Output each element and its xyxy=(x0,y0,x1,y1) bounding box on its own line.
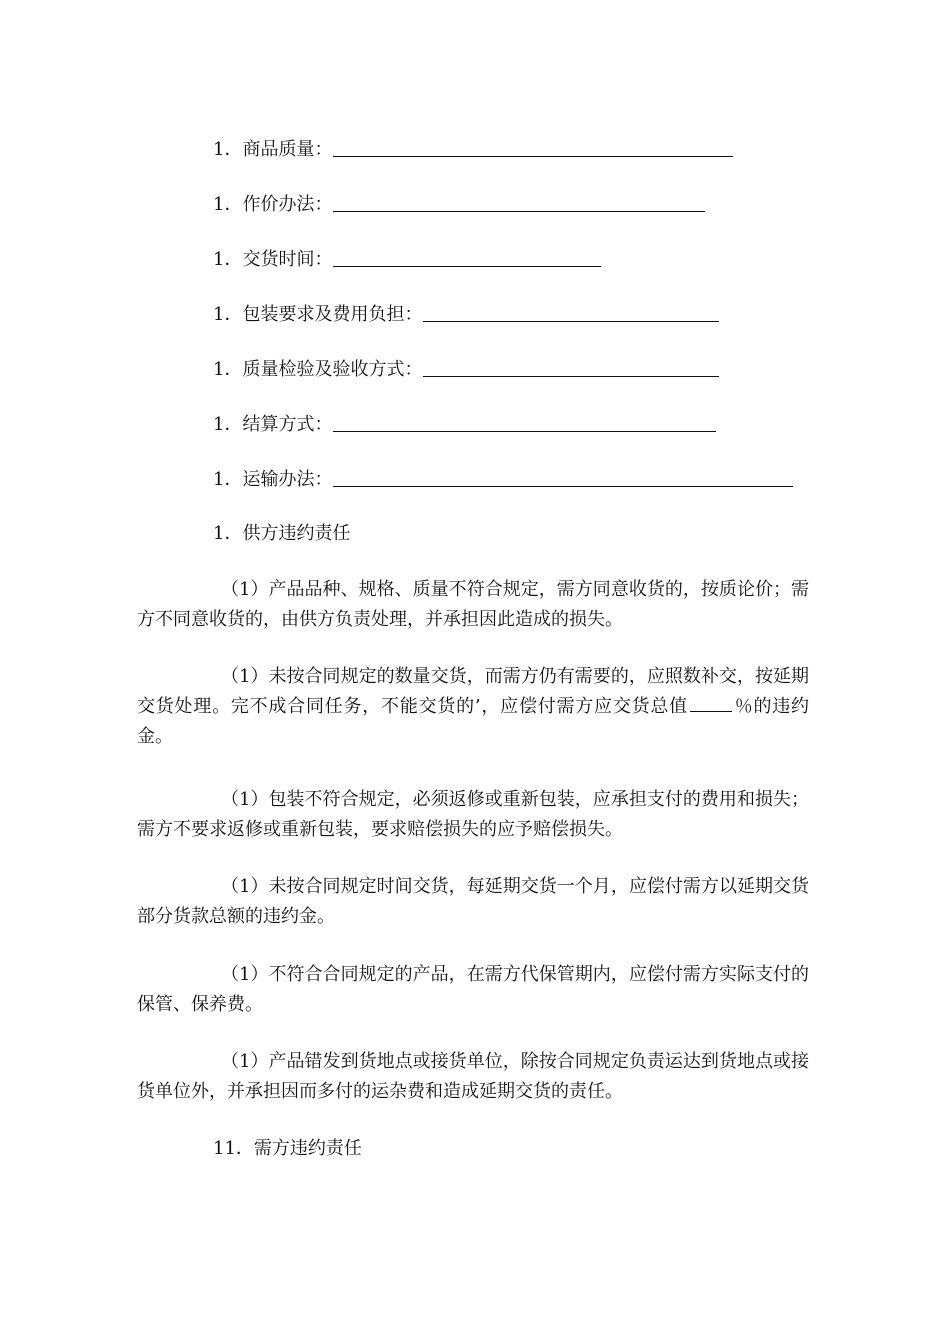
fill-in-blank[interactable] xyxy=(423,359,719,377)
field-label: 作价办法： xyxy=(242,194,333,215)
field-label: 结算方式： xyxy=(242,414,333,435)
field-label: 质量检验及验收方式： xyxy=(242,359,423,380)
field-number: 1． xyxy=(213,249,243,270)
fill-in-blank[interactable] xyxy=(333,194,705,212)
clause-paragraph: （1）不符合合同规定的产品，在需方代保管期内，应偿付需方实际支付的保管、保养费。 xyxy=(137,964,809,1015)
field-label: 运输办法： xyxy=(242,469,333,490)
buyer-liability-heading: 11．需方违约责任 xyxy=(213,1138,362,1159)
clause-text: ％的违约金。 xyxy=(137,696,810,747)
supplier-liability-heading: 1．供方违约责任 xyxy=(213,523,351,544)
clause-paragraph: （1）未按合同规定时间交货，每延期交货一个月，应偿付需方以延期交货部分货款总额的违约金。 xyxy=(137,876,809,927)
field-settlement-method xyxy=(213,412,716,436)
fill-in-blank[interactable] xyxy=(423,304,719,322)
field-number: 1． xyxy=(213,304,243,325)
field-label: 商品质量： xyxy=(242,139,333,160)
field-transport-method xyxy=(213,467,793,491)
fill-in-blank[interactable] xyxy=(333,249,601,267)
field-pricing-method xyxy=(213,192,705,216)
field-quality-inspection xyxy=(213,357,719,381)
clause-paragraph: （1）产品品种、规格、质量不符合规定，需方同意收货的，按质论价；需方不同意收货的，由供方负责处理，并承担因此造成的损失。 xyxy=(137,579,809,630)
field-number: 1． xyxy=(213,414,243,435)
fill-in-blank[interactable] xyxy=(333,139,733,157)
fill-in-blank[interactable] xyxy=(333,414,716,432)
field-delivery-time xyxy=(213,247,601,271)
clause-paragraph xyxy=(137,662,809,752)
fill-in-blank[interactable] xyxy=(333,469,793,487)
field-product-quality xyxy=(213,137,733,161)
field-number: 1． xyxy=(213,469,243,490)
field-label: 包装要求及费用负担： xyxy=(242,304,423,325)
field-packaging-requirements xyxy=(213,302,719,326)
clause-paragraph: （1）包装不符合规定，必须返修或重新包装，应承担支付的费用和损失；需方不要求返修或重新包装，要求赔偿损失的应予赔偿损失。 xyxy=(137,789,809,840)
field-number: 1． xyxy=(213,139,243,160)
percent-blank[interactable] xyxy=(690,695,732,712)
field-label: 交货时间： xyxy=(242,249,333,270)
field-number: 1． xyxy=(213,194,243,215)
clause-text: （1）未按合同规定的数量交货，而需方仍有需要的，应照数补交，按延期交货处理。完不成合同任务，不能交货的’，应偿付需方应交货总值 xyxy=(137,666,809,717)
field-number: 1． xyxy=(213,359,243,380)
clause-paragraph: （1）产品错发到货地点或接货单位，除按合同规定负责运达到货地点或接货单位外，并承担因而多付的运杂费和造成延期交货的责任。 xyxy=(137,1051,809,1102)
